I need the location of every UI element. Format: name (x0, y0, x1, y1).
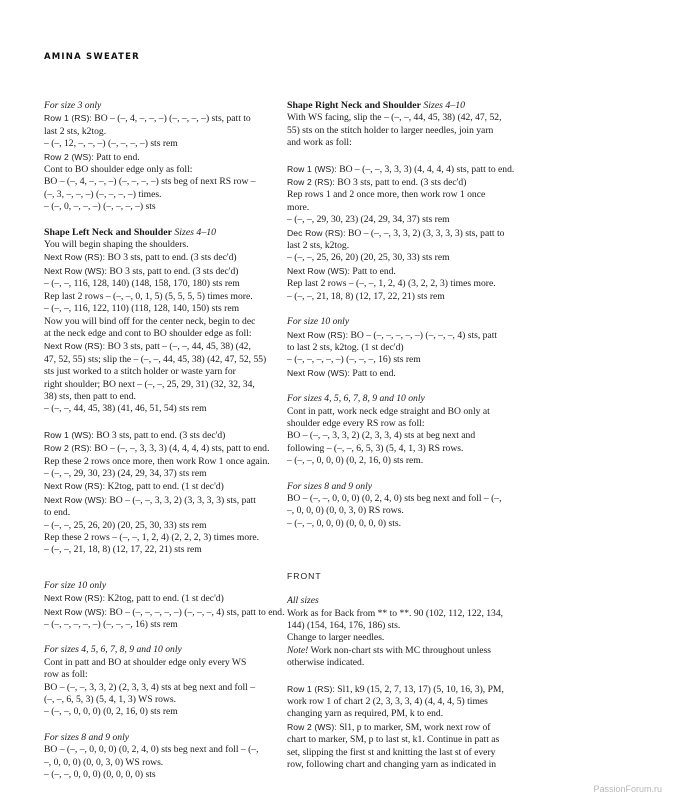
line-text: Rep these 2 rows once more, then work Row 1 once again. (44, 455, 270, 467)
instruction-line (44, 429, 300, 442)
instruction-line (287, 125, 543, 137)
subheading-title: Shape Left Neck and Shoulder (44, 226, 172, 238)
line-text: last 2 sts, k2tog. (287, 240, 350, 252)
instruction-line (287, 342, 543, 354)
line-text: K2tog, patt to end. (1 st dec'd) (105, 593, 224, 605)
instruction-line (287, 406, 543, 418)
instruction-line (44, 682, 300, 694)
instruction-line (44, 278, 300, 290)
instruction-line (44, 769, 300, 781)
instruction-line (44, 328, 300, 340)
instruction-line (287, 645, 543, 657)
line-text: last 2 sts, k2tog. (44, 125, 107, 137)
instruction-line (287, 708, 543, 720)
line-text: Rep last 2 rows – (–, –, 0, 1, 5) (5, 5, 5, 5) times more. (44, 290, 253, 302)
instruction-line (44, 251, 300, 264)
line-text: BO – (–, –, –, –, –) (–, –, –, 4) sts, patt to end. (107, 606, 285, 618)
line-text: Cont in patt and BO at shoulder edge only every WS (44, 656, 247, 668)
line-text: more. (287, 201, 310, 213)
instruction-line (287, 189, 543, 201)
line-text: – (–, 0, –, –, –) (–, –, –, –) sts (44, 201, 156, 213)
instruction-line (44, 164, 300, 176)
instruction-line (44, 532, 300, 544)
instruction-line (287, 443, 543, 455)
instruction-line (287, 683, 543, 696)
line-text: 38) sts, then patt to end. (44, 390, 136, 402)
instruction-line (287, 316, 543, 328)
instruction-block (287, 316, 543, 380)
note-label: Note! (287, 644, 309, 656)
instruction-line (44, 138, 300, 150)
instruction-line (44, 379, 300, 391)
instruction-line (287, 227, 543, 240)
instruction-line (44, 239, 300, 251)
line-text: – (–, –, 0, 0, 0) (0, 0, 0, 0) sts. (287, 517, 402, 529)
instruction-line (44, 644, 300, 656)
instruction-line (287, 367, 543, 380)
instruction-block (44, 100, 300, 214)
watermark: PassionForum.ru (593, 784, 662, 794)
instruction-line (287, 265, 543, 278)
line-text: For sizes 8 and 9 only (287, 480, 373, 492)
line-text: to last 2 sts, k2tog. (1 st dec'd) (287, 341, 404, 353)
line-text: BO – (–, –, –, –, –) (–, –, –, 4) sts, patt (348, 329, 498, 341)
instruction-line (44, 340, 300, 353)
instruction-line (44, 303, 300, 315)
instruction-line (44, 151, 300, 164)
line-text: K2tog, patt to end. (1 st dec'd) (105, 481, 224, 493)
instruction-line (287, 163, 543, 176)
row-label: Row 2 (RS): (44, 443, 92, 454)
row-label: Row 2 (WS): (287, 721, 337, 732)
right-column (287, 100, 543, 784)
row-label: Row 1 (RS): (287, 683, 335, 694)
line-text: – (–, –, 44, 45, 38) (41, 46, 51, 54) sts rem (44, 403, 207, 415)
row-label: Next Row (RS): (287, 329, 349, 340)
line-text: BO – (–, –, 0, 0, 0) (0, 2, 4, 0) sts beg next and foll – (–, (287, 492, 502, 504)
line-text: Change to larger needles. (287, 632, 385, 644)
line-text: –, 0, 0, 0) (0, 0, 3, 0) RS rows. (287, 505, 404, 517)
instruction-line (44, 201, 300, 213)
line-text: 47, 52, 55) sts; slip the – (–, –, 44, 45, 38) (42, 47, 52, 55) (44, 353, 267, 365)
instruction-line (44, 694, 300, 706)
instruction-block (287, 100, 543, 150)
line-text: – (–, –, 21, 18, 8) (12, 17, 22, 21) sts rem (287, 290, 445, 302)
line-text: BO – (–, –, 0, 0, 0) (0, 2, 4, 0) sts beg next and foll – (–, (44, 744, 259, 756)
instruction-line (44, 403, 300, 415)
row-label: Next Row (WS): (44, 265, 107, 276)
instruction-line (287, 418, 543, 430)
line-text: Cont in patt, work neck edge straight and BO only at (287, 405, 490, 417)
line-text: – (–, –, 21, 18, 8) (12, 17, 22, 21) sts rem (44, 544, 202, 556)
section-heading: FRONT (287, 571, 322, 582)
instruction-line (287, 759, 543, 771)
row-label: Row 2 (RS): (287, 177, 335, 188)
line-text: – (–, –, 116, 128, 140) (148, 158, 170, 180) sts rem (44, 278, 240, 290)
line-text: You will begin shaping the shoulders. (44, 239, 189, 251)
instruction-line (44, 189, 300, 201)
instruction-line (287, 505, 543, 517)
line-text: row as foll: (44, 669, 88, 681)
line-text: –, 0, 0, 0) (0, 0, 3, 0) WS rows. (44, 756, 164, 768)
left-column (44, 100, 300, 795)
instruction-line (44, 657, 300, 669)
line-text: BO – (–, 4, –, –, –) (–, –, –, –) sts, patt to (91, 113, 251, 125)
row-label: Dec Row (RS): (287, 227, 346, 238)
instruction-line (44, 391, 300, 403)
line-text: Rep rows 1 and 2 once more, then work row 1 once (287, 189, 486, 201)
instruction-line (44, 291, 300, 303)
line-text: BO 3 sts, patt to end. (3 sts dec'd) (105, 252, 237, 264)
instruction-line (44, 468, 300, 480)
line-text: BO – (–, –, 3, 3, 3) (4, 4, 4, 4) sts, patt to end. (336, 163, 515, 175)
line-text: BO – (–, –, 3, 3, 2) (3, 3, 3, 3) sts, patt to (345, 227, 505, 239)
instruction-line (44, 494, 300, 507)
instruction-line (44, 520, 300, 532)
instruction-block (287, 163, 543, 303)
instruction-line (44, 354, 300, 366)
line-text: – (–, –, 0, 0, 0) (0, 2, 16, 0) sts rem (44, 706, 178, 718)
line-text: Sl1, p to marker, SM, work next row of (336, 721, 491, 733)
line-text: – (–, –, –, –, –) (–, –, –, 16) sts rem (44, 619, 178, 631)
line-text: For sizes 8 and 9 only (44, 731, 130, 743)
instruction-line (287, 137, 543, 149)
section-subheading (44, 227, 300, 239)
page-header: AMINA SWEATER (44, 52, 140, 62)
line-text: following – (–, –, 6, 5, 3) (5, 4, 1, 3) RS rows. (287, 442, 464, 454)
line-text: BO 3 sts, patt to end. (3 sts dec'd) (334, 177, 467, 189)
line-text: to end. (44, 507, 71, 519)
line-text: Cont to BO shoulder edge only as foll: (44, 164, 193, 176)
instruction-line (44, 580, 300, 592)
line-text: BO – (–, 4, –, –, –) (–, –, –, –) sts beg of next RS row – (44, 176, 256, 188)
line-text: Rep last 2 rows – (–, –, 1, 2, 4) (3, 2, 2, 3) times more. (287, 278, 496, 290)
row-label: Next Row (RS): (44, 341, 106, 352)
instruction-line (44, 100, 300, 112)
instruction-block (44, 644, 300, 718)
instruction-line (287, 112, 543, 124)
instruction-block (44, 227, 300, 416)
subheading-sizes: Sizes 4–10 (420, 100, 466, 111)
row-label: Next Row (WS): (44, 606, 107, 617)
line-text: Patt to end. (350, 265, 396, 277)
instruction-line (44, 126, 300, 138)
instruction-line (44, 507, 300, 519)
line-text: BO – (–, –, 3, 3, 2) (3, 3, 3, 3) sts, patt (107, 494, 256, 506)
line-text: BO 3 sts, patt – (–, –, 44, 45, 38) (42, (105, 341, 251, 353)
line-text: With WS facing, slip the – (–, –, 44, 45, 38) (42, 47, 52, (287, 112, 502, 124)
line-text: BO – (–, –, 3, 3, 2) (2, 3, 3, 4) sts at beg next and (287, 430, 476, 442)
line-text: For size 10 only (287, 316, 350, 328)
line-text: row, following chart and changing yarn as indicated in (287, 759, 497, 771)
instruction-block (44, 429, 300, 557)
line-text: (–, –, 6, 5, 3) (5, 4, 1, 3) WS rows. (44, 694, 176, 706)
instruction-line (44, 265, 300, 278)
line-text: – (–, –, 25, 26, 20) (20, 25, 30, 33) sts rem (287, 252, 450, 264)
instruction-line (44, 592, 300, 605)
instruction-block (44, 732, 300, 782)
instruction-line (44, 112, 300, 125)
instruction-line (287, 393, 543, 405)
instruction-line (287, 696, 543, 708)
instruction-block (287, 595, 543, 669)
row-label: Row 1 (RS): (44, 113, 92, 124)
instruction-line (44, 456, 300, 468)
line-text: (–, 3, –, –, –) (–, –, –, –) times. (44, 188, 162, 200)
instruction-line (44, 480, 300, 493)
instruction-line (44, 366, 300, 378)
instruction-line (287, 214, 543, 226)
instruction-line (287, 278, 543, 290)
line-text: – (–, –, 25, 26, 20) (20, 25, 30, 33) sts rem (44, 519, 207, 531)
instruction-line (287, 734, 543, 746)
line-text: BO 3 sts, patt to end. (3 sts dec'd) (107, 265, 239, 277)
line-text: BO – (–, –, 3, 3, 2) (2, 3, 3, 4) sts at beg next and foll – (44, 681, 256, 693)
instruction-line (287, 657, 543, 669)
spacer (287, 543, 543, 570)
instruction-line (287, 518, 543, 530)
line-text: and work as foll: (287, 137, 352, 149)
instruction-block (44, 580, 300, 632)
instruction-line (287, 455, 543, 467)
line-text: BO – (–, –, 3, 3, 3) (4, 4, 4, 4) sts, patt to end. (91, 443, 270, 455)
instruction-line (44, 544, 300, 556)
instruction-block (287, 481, 543, 531)
line-text: – (–, –, 29, 30, 23) (24, 29, 34, 37) sts rem (44, 467, 207, 479)
line-text: – (–, 12, –, –, –) (–, –, –, –) sts rem (44, 138, 178, 150)
row-label: Row 1 (WS): (44, 429, 94, 440)
line-text: – (–, –, –, –, –) (–, –, –, 16) sts rem (287, 354, 421, 366)
instruction-line (44, 606, 300, 619)
instruction-line (287, 430, 543, 442)
line-text: right shoulder; BO next – (–, –, 25, 29, 31) (32, 32, 34, (44, 378, 255, 390)
line-text: For size 3 only (44, 100, 102, 111)
instruction-line (44, 316, 300, 328)
line-text: Patt to end. (350, 367, 396, 379)
instruction-line (44, 176, 300, 188)
line-text: Work non-chart sts with MC throughout unless (308, 644, 491, 656)
instruction-line (287, 354, 543, 366)
line-text: set, slipping the first st and knitting the last st of every (287, 746, 496, 758)
line-text: Now you will bind off for the center neck, begin to dec (44, 315, 256, 327)
instruction-line (287, 721, 543, 734)
line-text: Rep these 2 rows – (–, –, 1, 2, 4) (2, 2, 2, 3) times more. (44, 532, 260, 543)
instruction-line (44, 669, 300, 681)
row-label: Next Row (WS): (44, 494, 107, 505)
line-text: For size 10 only (44, 579, 107, 591)
instruction-line (44, 706, 300, 718)
line-text: For sizes 4, 5, 6, 7, 8, 9 and 10 only (44, 644, 182, 656)
row-label: Next Row (RS): (44, 593, 106, 604)
line-text: Sl1, k9 (15, 2, 7, 13, 17) (5, 10, 16, 3), PM, (334, 683, 504, 695)
instruction-line (44, 619, 300, 631)
line-text: 55) sts on the stitch holder to larger needles, join yarn (287, 124, 494, 136)
line-text: BO 3 sts, patt to end. (3 sts dec'd) (93, 429, 226, 441)
instruction-line (44, 744, 300, 756)
subheading-title: Shape Right Neck and Shoulder (287, 100, 421, 111)
row-label: Next Row (RS): (44, 252, 106, 263)
line-text: – (–, –, 29, 30, 23) (24, 29, 34, 37) sts rem (287, 214, 450, 226)
line-text: sts just worked to a stitch holder or waste yarn for (44, 366, 236, 378)
line-text: changing yarn as required, PM, k to end. (287, 708, 444, 720)
line-text: at the neck edge and cont to BO shoulder edge as foll: (44, 327, 252, 339)
instruction-block (287, 393, 543, 467)
row-label: Row 1 (WS): (287, 163, 337, 174)
instruction-line (287, 481, 543, 493)
instruction-line (44, 442, 300, 455)
line-text: work row 1 of chart 2 (2, 3, 3, 3, 4) (4, 4, 4, 5) times (287, 696, 488, 708)
subheading-sizes: Sizes 4–10 (171, 226, 217, 238)
instruction-line (44, 757, 300, 769)
row-label: Next Row (RS): (44, 481, 106, 492)
instruction-line (287, 176, 543, 189)
instruction-line (287, 202, 543, 214)
row-label: Row 2 (WS): (44, 151, 94, 162)
line-text: otherwise indicated. (287, 657, 365, 669)
instruction-line (287, 608, 543, 620)
line-text: – (–, –, 0, 0, 0) (0, 2, 16, 0) sts rem. (287, 455, 424, 467)
instruction-line (287, 329, 543, 342)
row-label: Next Row (WS): (287, 367, 350, 378)
instruction-block (287, 683, 543, 772)
instruction-line (287, 240, 543, 252)
instruction-line (287, 747, 543, 759)
instruction-line (44, 732, 300, 744)
instruction-line (287, 632, 543, 644)
line-text: 144) (154, 164, 176, 186) sts. (287, 620, 401, 631)
row-label: Next Row (WS): (287, 265, 350, 276)
instruction-line (287, 252, 543, 264)
instruction-line (287, 620, 543, 632)
section-subheading (287, 100, 543, 112)
line-text: chart to marker, SM, p to last st, k1. Continue in patt as (287, 734, 500, 746)
line-text: For sizes 4, 5, 6, 7, 8, 9 and 10 only (287, 393, 425, 405)
instruction-line (287, 595, 543, 607)
line-text: shoulder edge every RS row as foll: (287, 417, 425, 429)
line-text: All sizes (287, 595, 319, 607)
line-text: Work as for Back from ** to **. 90 (102, 112, 122, 134, (287, 607, 504, 619)
line-text: – (–, –, 116, 122, 110) (118, 128, 140, 150) sts rem (44, 303, 240, 315)
line-text: Patt to end. (93, 151, 140, 163)
spacer (44, 570, 300, 580)
instruction-line (287, 291, 543, 303)
instruction-line (287, 493, 543, 505)
line-text: – (–, –, 0, 0, 0) (0, 0, 0, 0) sts (44, 769, 156, 781)
